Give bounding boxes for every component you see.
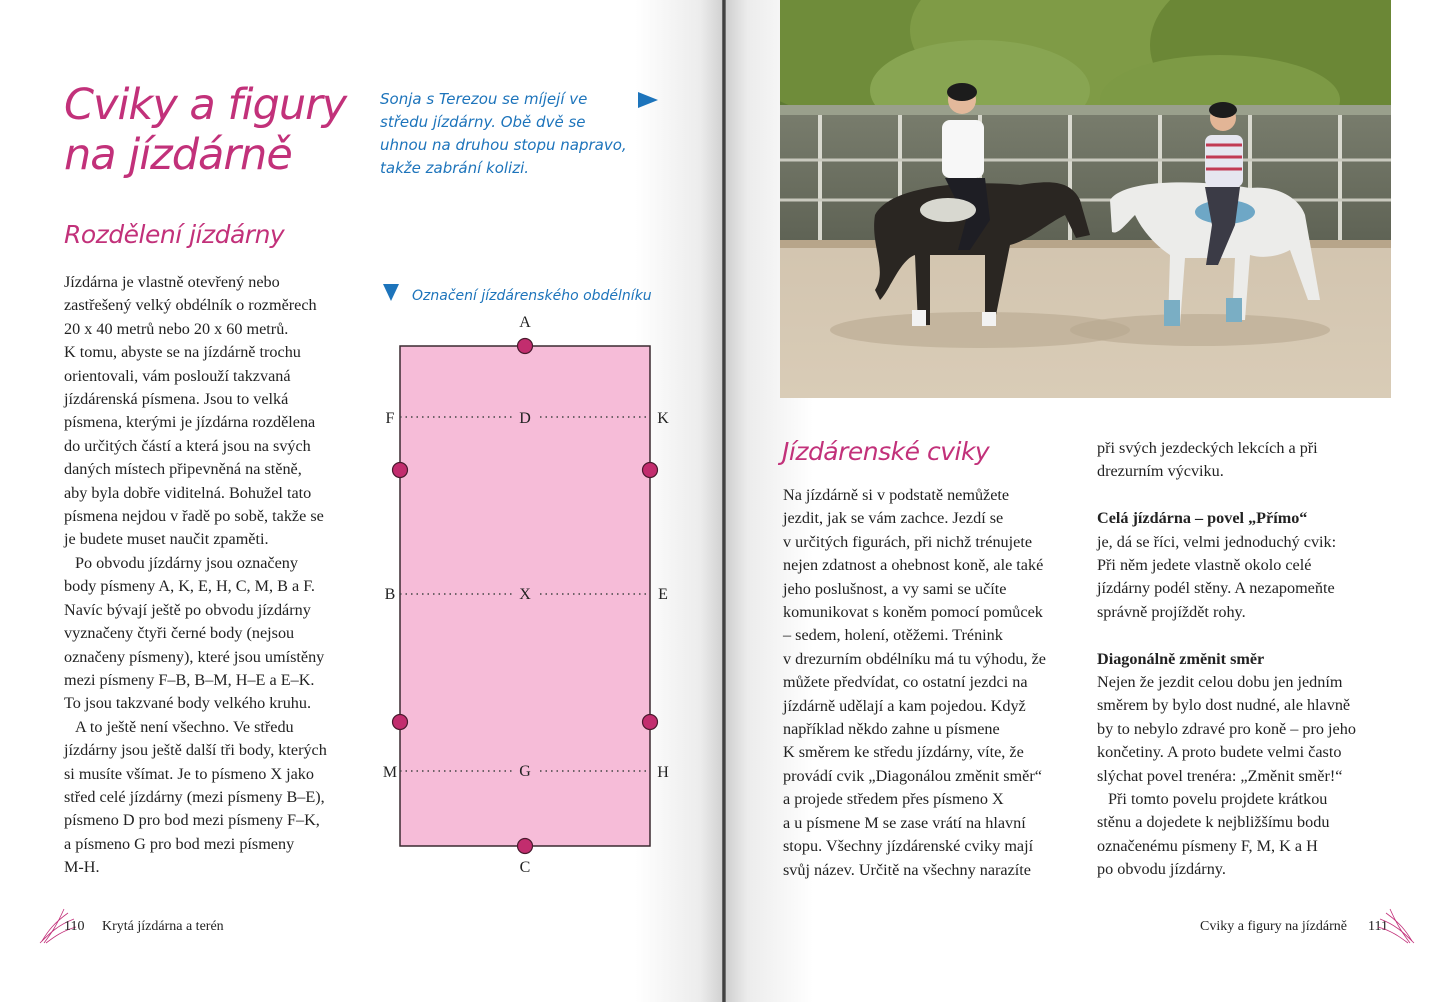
text-line: svůj název. Určitě na všechny narazíte [783,860,1031,879]
text-line: jízdárenská písmena. Jsou to velká [64,390,289,409]
letter-m: M [382,764,398,781]
text-line: nejen zdatnost a ohebnost koně, ale také [783,556,1044,575]
text-line: do určitých částí a která jsou na svých [64,436,311,455]
text-line: K tomu, abyste se na jízdárně trochu [64,343,301,362]
diagram-arrow-down-icon [383,284,399,301]
text-line: orientovali, vám poslouží takzvaná [64,366,291,385]
letter-g: G [519,763,531,780]
text-line: Jízdárna je vlastně otevřený nebo [64,273,280,291]
letter-e: E [658,586,668,603]
text-line: jeho poslušnost, a vy sami se učíte [783,579,1007,598]
text-line: body písmeny A, K, E, H, C, M, B a F. [64,577,315,596]
text-line: drezurním výcviku. [1097,462,1224,481]
text-line: je, dá se říci, velmi jednoduchý cvik: [1097,532,1337,551]
page-number-right: 111 [1368,919,1388,934]
text-line: a u písmene M se zase vrátí na hlavní [783,813,1026,832]
text-line: si musíte všímat. Je to písmeno X jako [64,764,314,783]
text-line: označenému písmeny F, M, K a H [1097,836,1318,855]
text-line: K směrem ke středu jízdárny, víte, že [783,743,1024,762]
page-number-left: 110 [64,919,85,934]
text-line: správně projíždět rohy. [1097,602,1246,621]
photo-caption: Sonja s Terezou se míjejí ve středu jízdárny. Obě dvě se uhnou na druhou stopu napravo, takže zabrání kolizi. [380,90,627,177]
text-line: To jsou takzvané body velkého kruhu. [64,694,312,713]
text-line: vyznačeny čtyři černé body (nejsou [64,624,295,643]
text-line: Nejen že jezdit celou dobu jen jedním [1097,673,1343,692]
text-line: Navíc bývají ještě po obvodu jízdárny [64,600,311,619]
caption-arrow-right-icon [638,92,658,108]
text-line: a písmeno G pro bod mezi písmeny [64,834,295,853]
right-page [726,0,1453,1002]
text-line: Při tomto povelu projdete krátkou [1108,790,1328,809]
chapter-title [64,80,374,180]
chapter-title-line-1: Cviky a figury [64,80,347,130]
body-text-col1 [783,484,1083,882]
text-line: stopu. Všechny jízdárenské cviky mají [783,837,1034,856]
text-line: stěnu a dojedete k nejbližšímu bodu [1097,813,1330,832]
text-line: označeny písmeny), které jsou umístěny [64,647,325,666]
running-title-left: Krytá jízdárna a terén [102,919,224,934]
text-line: A to ještě není všechno. Ve středu [75,717,294,736]
running-title-right: Cviky a figury na jízdárně [1200,919,1347,934]
text-line: aby byla dobře viditelná. Bohužel tato [64,483,312,502]
text-line: komunikovat s koněm pomocí pomůcek [783,603,1043,622]
text-line: například někdo zahne u písmene [783,720,1000,739]
text-line: písmena, kterými je jízdárna rozdělena [64,413,316,432]
riders-photo [780,0,1391,398]
marker-dot [393,715,408,730]
arena-diagram [370,305,690,885]
text-line: Při něm jedete vlastně okolo celé [1097,556,1312,575]
spacer [1097,484,1397,507]
text-line: M-H. [64,858,100,877]
text-line: zastřešený velký obdélník o rozměrech [64,296,317,315]
letter-c: C [519,859,531,876]
letter-x: X [519,586,531,603]
section-heading-jizdarenske-cviky: Jízdárenské cviky [782,437,990,466]
text-line: směrem by bylo dost nudné, ale hlavně [1097,696,1351,715]
text-line: – sedem, holení, otěžemi. Trénink [783,626,1003,645]
text-line: Po obvodu jízdárny jsou označeny [75,553,298,572]
text-line: slýchat povel trenéra: „Změnit směr!“ [1097,766,1343,785]
subhead-cela-jizdarna: Celá jízdárna – povel „Přímo“ [1097,509,1308,528]
text-line: jízdárně udělají a kam pojedou. Když [783,696,1026,715]
letter-k: K [657,410,669,427]
page-corner-swirl-icon [1376,905,1416,945]
text-line: po obvodu jízdárny. [1097,860,1226,879]
letter-a: A [519,314,531,331]
body-text-left [64,271,364,880]
text-line: provádí cvik „Diagonálou změnit směr“ [783,766,1042,785]
text-line: můžete předvídat, co ostatní jezdci na [783,673,1028,692]
body-text-col2 [1097,437,1397,882]
letter-h: H [657,764,669,781]
marker-dot [518,839,533,854]
text-line: jízdárny podél stěny. A nezapomeňte [1097,579,1335,598]
text-line: 20 x 40 metrů nebo 20 x 60 metrů. [64,319,289,338]
text-line: jezdit, jak se vám zachce. Jezdí se [783,509,1004,528]
left-page [0,0,722,1002]
marker-dot [393,463,408,478]
letter-f: F [385,410,395,427]
text-line: daných místech připevněná na stěně, [64,460,302,479]
subhead-diagonalne: Diagonálně změnit směr [1097,649,1265,668]
text-line: střed celé jízdárny (mezi písmeny B–E), [64,787,325,806]
letter-b: B [384,586,396,603]
text-line: v drezurním obdélníku má tu výhodu, že [783,649,1046,668]
text-line: v určitých figurách, při nichž trénujete [783,532,1033,551]
section-heading-rozdeleni: Rozdělení jízdárny [64,220,285,249]
marker-dot [643,715,658,730]
text-line: jízdárny jsou ještě další tři body, kterých [64,741,327,760]
text-line: by to nebylo zdravé pro koně – pro jeho [1097,719,1356,738]
text-line: Na jízdárně si v podstatě nemůžete [783,486,1010,504]
text-line: mezi písmeny F–B, B–M, H–E a E–K. [64,670,315,689]
letter-d: D [519,410,531,427]
text-line: a projede středem přes písmeno X [783,790,1004,809]
text-line: písmeno D pro bod mezi písmeny F–K, [64,811,320,830]
text-line: písmena nejdou v řadě po sobě, takže se [64,507,324,526]
text-line: končetiny. A proto budete velmi často [1097,743,1342,762]
text-line: je budete muset naučit zpaměti. [64,530,269,549]
text-line: při svých jezdeckých lekcích a při [1097,439,1318,457]
spacer [1097,624,1397,647]
marker-dot [518,339,533,354]
marker-dot [643,463,658,478]
diagram-caption: Označení jízdárenského obdélníku [412,288,652,304]
chapter-title-line-2: na jízdárně [64,130,292,180]
